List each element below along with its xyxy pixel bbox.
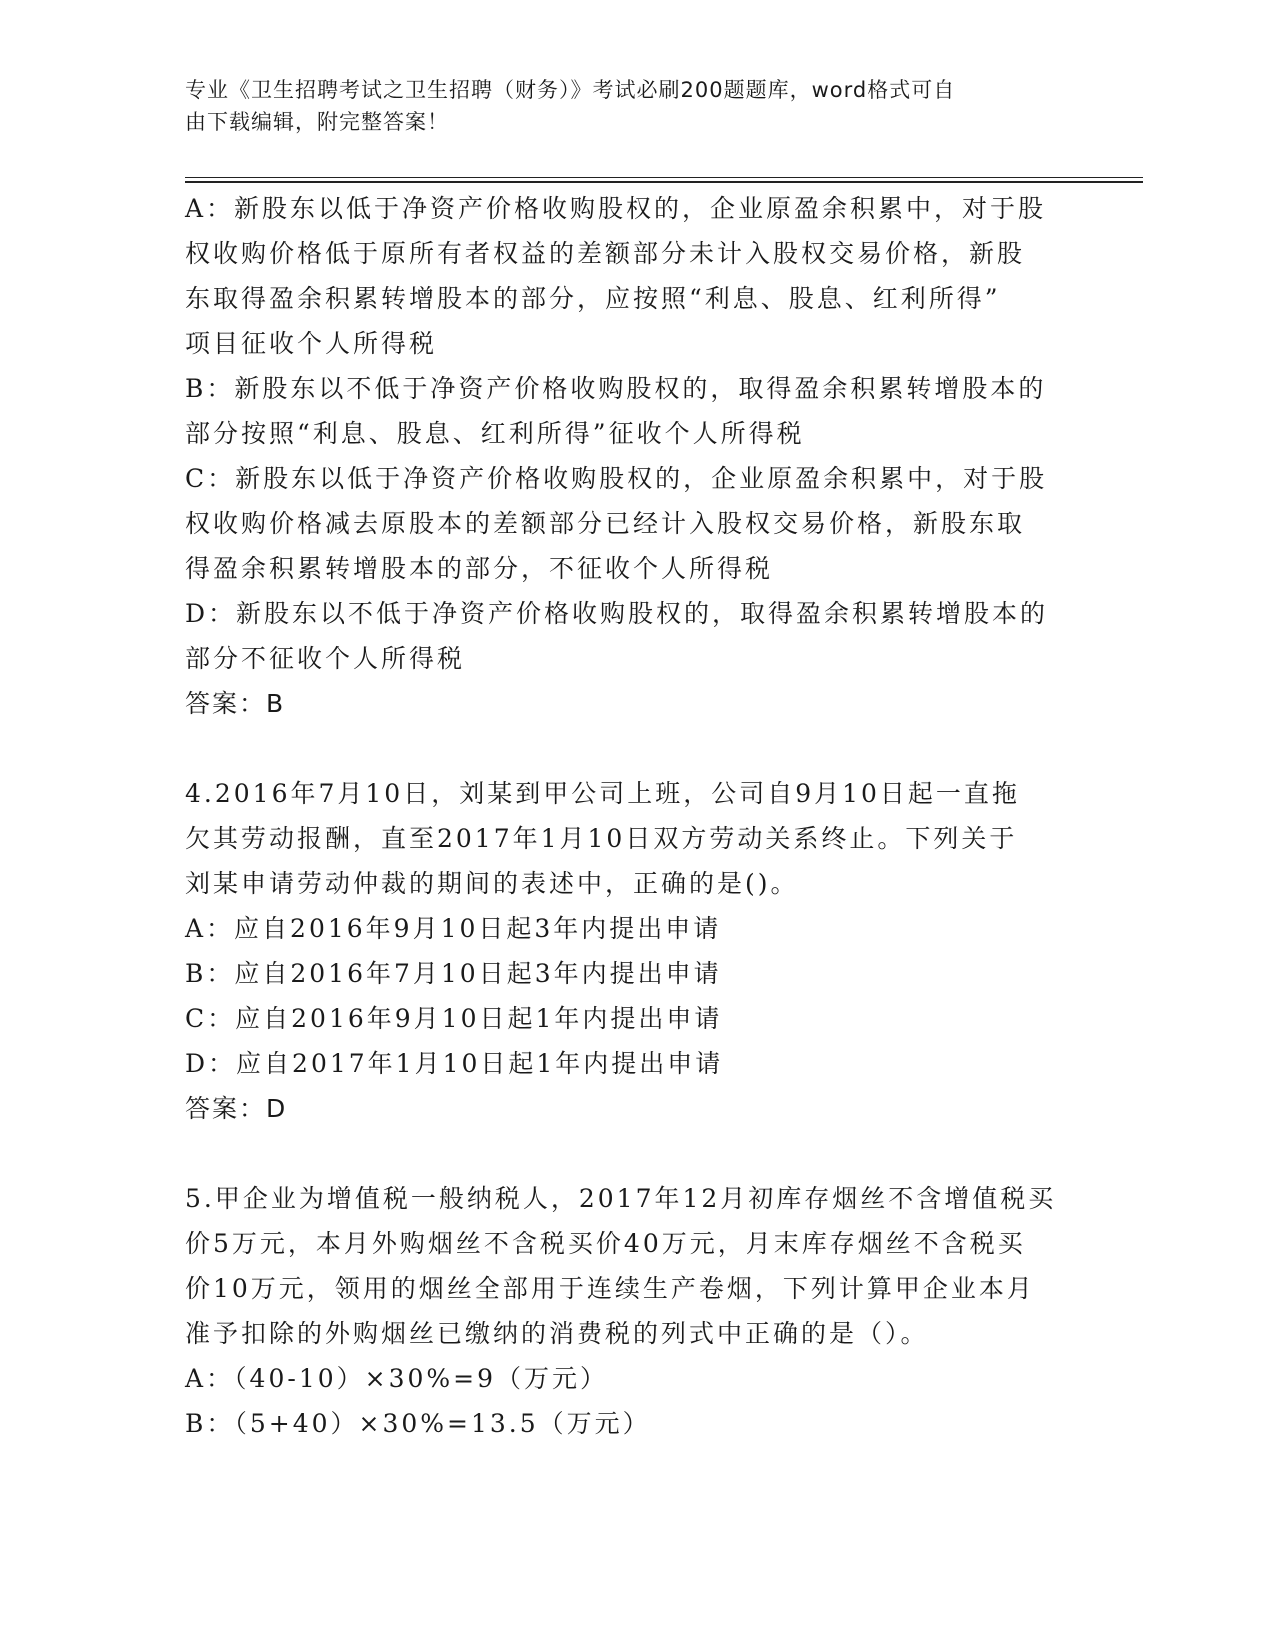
option-c: C：应自2016年9月10日起1年内提出申请 — [185, 1004, 723, 1033]
answer-line: 答案：B — [185, 689, 286, 718]
stem-line: 价5万元，本月外购烟丝不含税买价40万元，月末库存烟丝不含税买 — [185, 1229, 1026, 1258]
header-divider-thick — [185, 181, 1143, 183]
stem-line: 欠其劳动报酬，直至2017年1月10日双方劳动关系终止。下列关于 — [185, 824, 1018, 853]
option-b — [185, 366, 1085, 456]
question-3 — [185, 186, 1085, 726]
stem-line: 4.2016年7月10日，刘某到甲公司上班，公司自9月10日起一直拖 — [185, 779, 1020, 808]
option-line: B：新股东以不低于净资产价格收购股权的，取得盈余积累转增股本的 — [185, 374, 1047, 403]
header-line-1: 专业《卫生招聘考试之卫生招聘（财务）》考试必刷200题题库，word格式可自 — [185, 78, 956, 102]
option-line: 东取得盈余积累转增股本的部分，应按照“利息、股息、红利所得” — [185, 284, 1001, 313]
option-line: D：新股东以不低于净资产价格收购股权的，取得盈余积累转增股本的 — [185, 599, 1049, 628]
option-line: 部分不征收个人所得税 — [185, 644, 466, 673]
question-5 — [185, 1176, 1085, 1446]
option-line: 得盈余积累转增股本的部分，不征收个人所得税 — [185, 554, 774, 583]
option-a: A：应自2016年9月10日起3年内提出申请 — [185, 914, 722, 943]
option-a: A：（40-10）×30%=9（万元） — [185, 1364, 608, 1393]
spacer — [185, 1131, 1085, 1176]
stem-line: 价10万元，领用的烟丝全部用于连续生产卷烟，下列计算甲企业本月 — [185, 1274, 1035, 1303]
option-line: 部分按照“利息、股息、红利所得”征收个人所得税 — [185, 419, 805, 448]
answer-line: 答案：D — [185, 1094, 288, 1123]
option-a — [185, 186, 1085, 366]
option-b: B：应自2016年7月10日起3年内提出申请 — [185, 959, 722, 988]
option-line: 权收购价格低于原所有者权益的差额部分未计入股权交易价格，新股 — [185, 239, 1026, 268]
option-c — [185, 456, 1085, 591]
option-line: 项目征收个人所得税 — [185, 329, 438, 358]
spacer — [185, 726, 1085, 771]
document-header — [185, 74, 1065, 138]
stem-line: 5.甲企业为增值税一般纳税人，2017年12月初库存烟丝不含增值税买 — [185, 1184, 1057, 1213]
stem-line: 刘某申请劳动仲裁的期间的表述中，正确的是()。 — [185, 869, 799, 898]
question-stem — [185, 1176, 1085, 1356]
question-stem — [185, 771, 1085, 906]
option-line: A：新股东以低于净资产价格收购股权的，企业原盈余积累中，对于股 — [185, 194, 1047, 223]
header-line-2: 由下载编辑，附完整答案！ — [185, 110, 449, 134]
stem-line: 准予扣除的外购烟丝已缴纳的消费税的列式中正确的是（）。 — [185, 1319, 929, 1348]
option-d: D：应自2017年1月10日起1年内提出申请 — [185, 1049, 724, 1078]
option-line: 权收购价格减去原股本的差额部分已经计入股权交易价格，新股东取 — [185, 509, 1026, 538]
document-body — [185, 186, 1085, 1446]
option-b: B：（5+40）×30%=13.5（万元） — [185, 1409, 651, 1438]
option-line: C：新股东以低于净资产价格收购股权的，企业原盈余积累中，对于股 — [185, 464, 1048, 493]
header-divider-thin — [185, 177, 1143, 178]
question-4 — [185, 771, 1085, 1131]
option-d — [185, 591, 1085, 681]
